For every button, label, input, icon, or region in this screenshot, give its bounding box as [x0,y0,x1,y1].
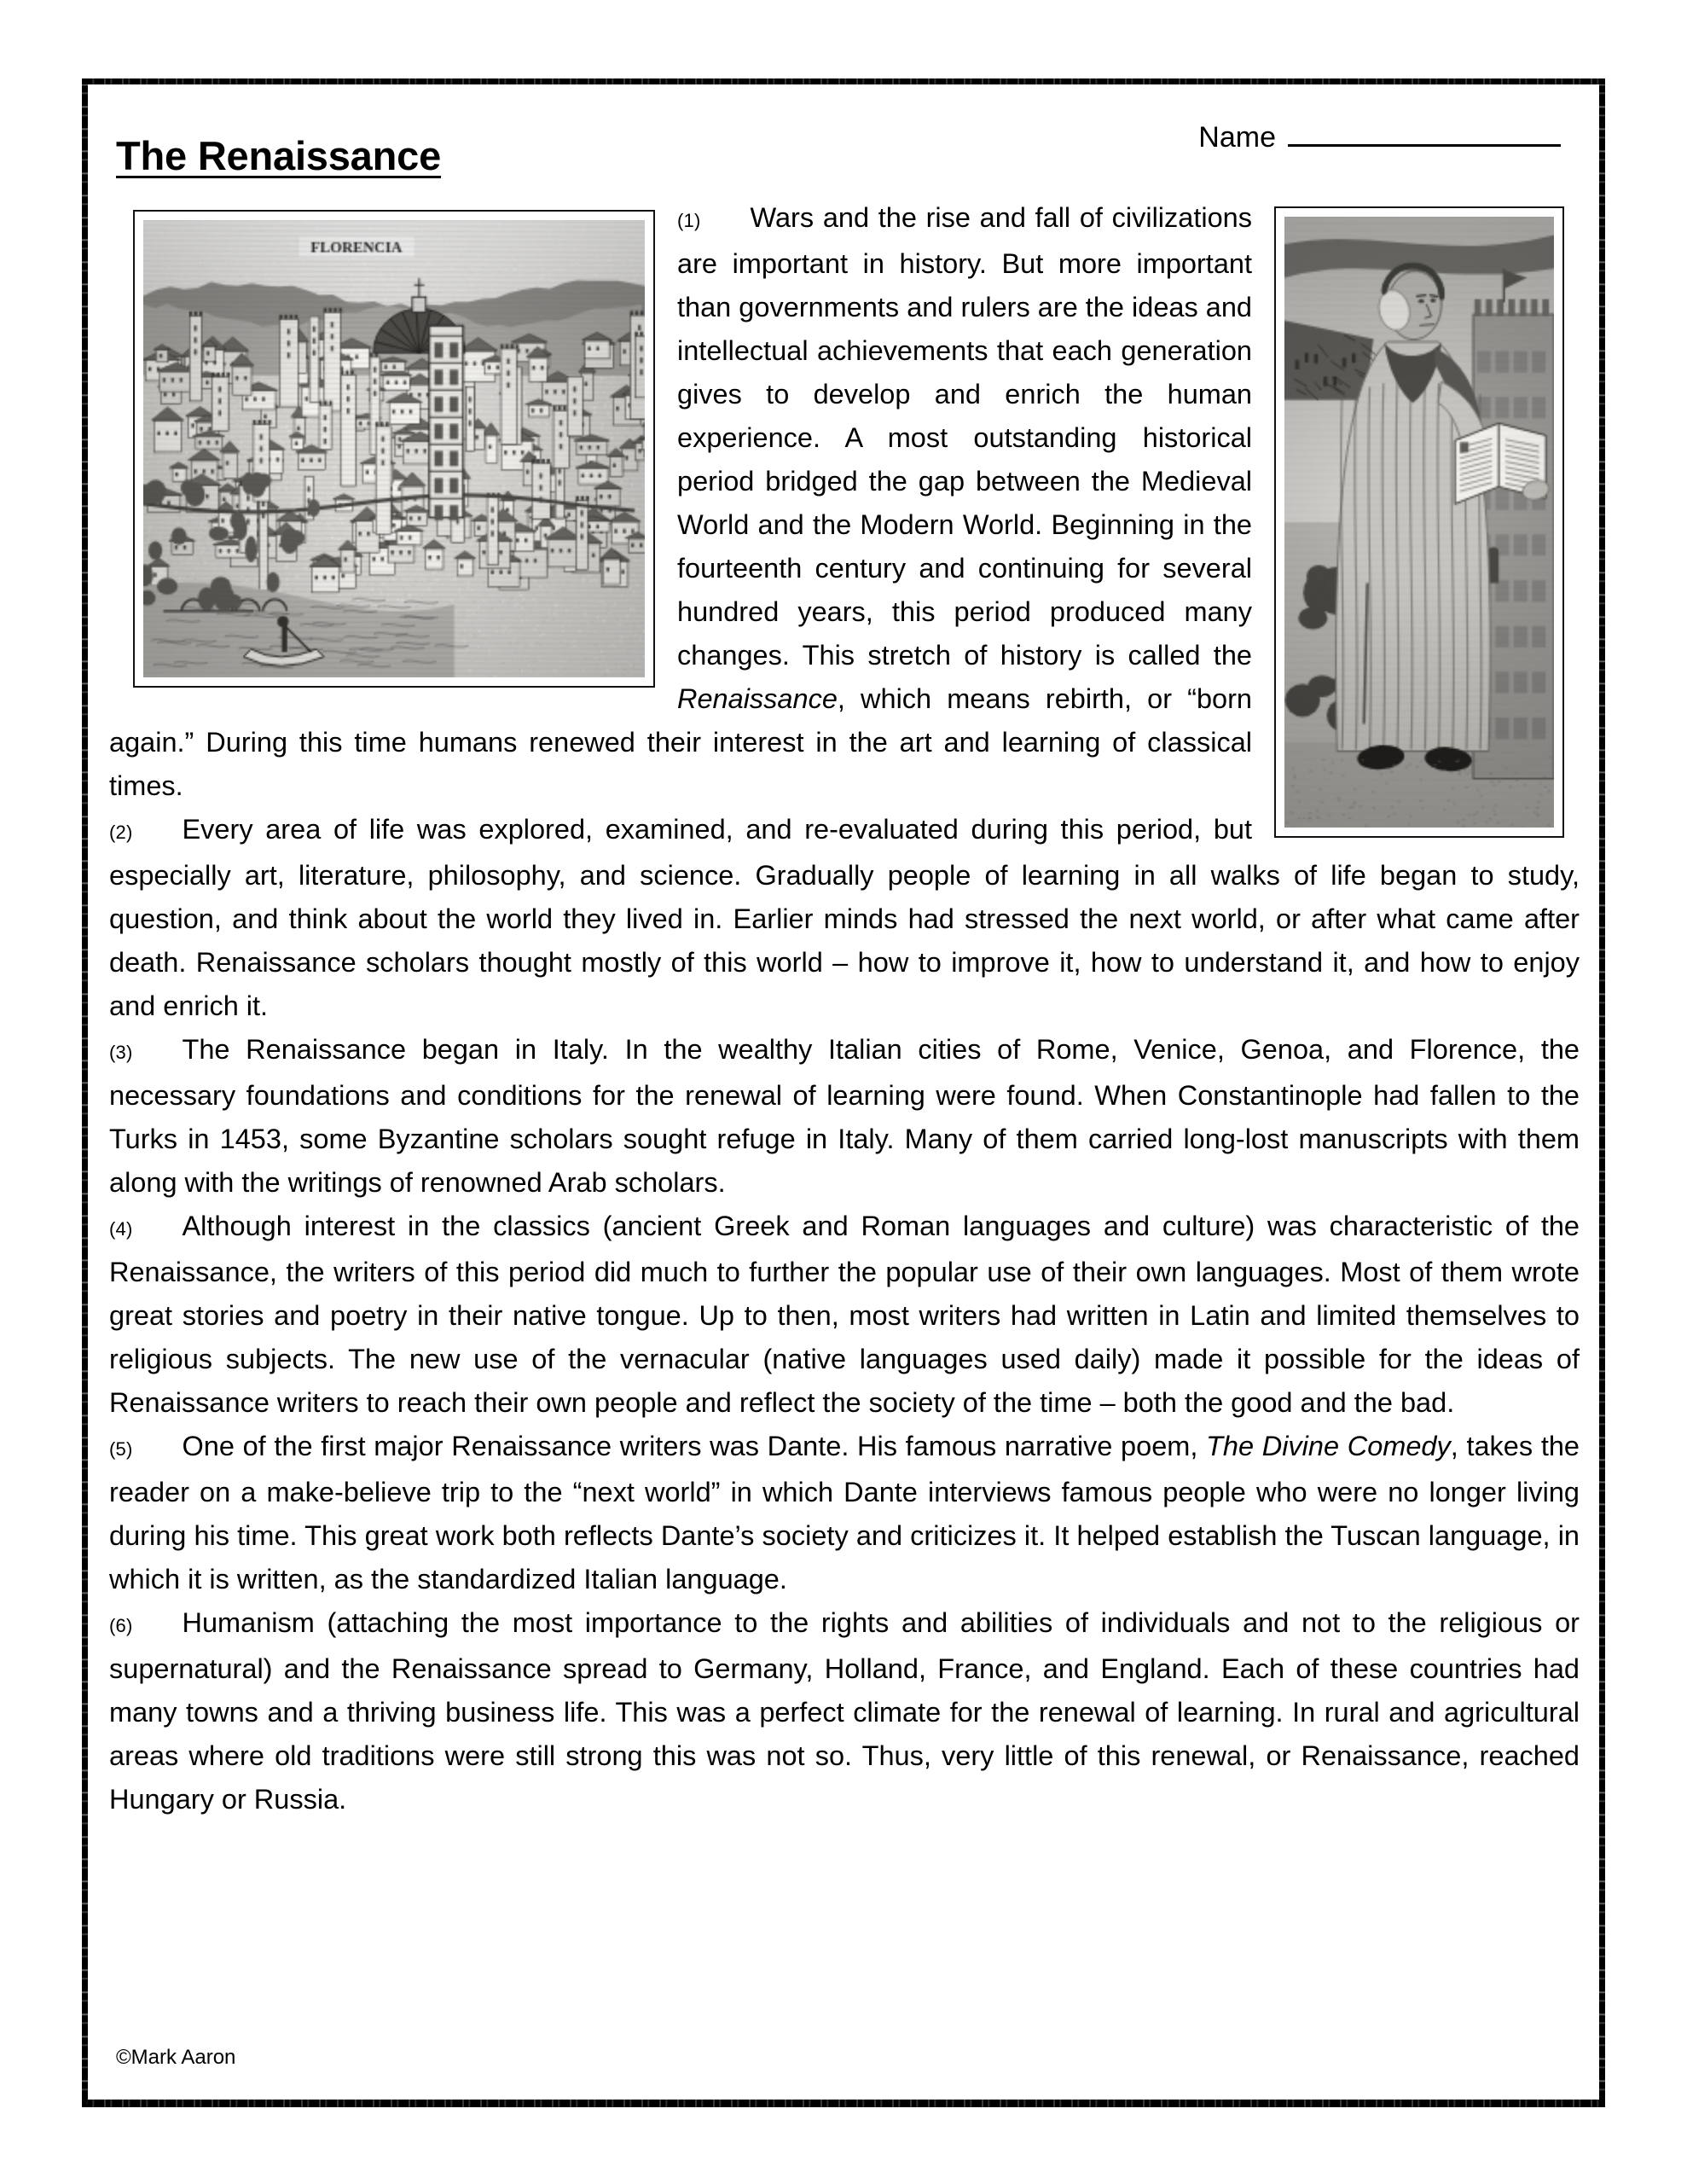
dante-portrait-figure [1274,206,1564,838]
dante-portrait-image [1284,217,1554,828]
article-paragraph [109,1601,1580,1821]
worksheet-content [109,102,1580,2082]
name-input-line[interactable] [1288,122,1561,147]
florence-woodcut-figure [133,210,655,688]
name-label: Name [1198,121,1276,154]
paragraph-text: The Renaissance began in Italy. In the wealthy Italian cities of Rome, Venice, Genoa, and Florence, the necessary foundations and conditions for the renewal of learning were found. When Constantinople had fallen to the Turks in 1453, some Byzantine scholars sought refuge in Italy. Many of them carried long-lost manuscripts with them along with the writings of renowned Arab scholars. [109,1034,1580,1198]
paragraph-text: Humanism (attaching the most importance to the rights and abilities of individuals and not to the religious or supernatural) and the Renaissance spread to Germany, Holland, France, and England. Each of these countries had many towns and a thriving business life. This was a perfect climate for the renewal of learning. In rural and agricultural areas where old traditions were still strong this was not so. Thus, very little of this renewal, or Renaissance, reached Hungary or Russia. [109,1607,1580,1815]
paragraph-text: Although interest in the classics (ancient Greek and Roman languages and culture) was characteristic of the Renaissance, the writers of this period did much to further the popular use of their own languages. Most of them wrote great stories and poetry in their native tongue. Up to then, most writers had written in Latin and limited themselves to religious subjects. The new use of the vernacular (native languages used daily) made it possible for the ideas of Renaissance writers to reach their own people and reflect the society of the time – both the good and the bad. [109,1211,1580,1418]
paragraph-text: Every area of life was explored, examined, and re-evaluated during this period, but especially art, literature, philosophy, and science. Gradually people of learning in all walks of life began to study, question, and think about the world they lived in. Earlier minds had stressed the next world, or after what came after death. Renaissance scholars thought mostly of this world – how to improve it, how to understand it, and how to enjoy and enrich it. [109,814,1580,1021]
paragraph-number: (4) [109,1218,133,1240]
border-edge-bottom [82,2100,1605,2107]
article-paragraph [109,1205,1580,1425]
copyright-notice: ©Mark Aaron [116,2046,236,2069]
article-paragraph [109,808,1580,1028]
paragraph-text: One of the first major Renaissance writers was Dante. His famous narrative poem, [182,1431,1207,1461]
border-edge-left [82,78,88,2107]
article-paragraph [109,1028,1580,1205]
border-edge-right [1599,78,1605,2107]
italic-title-text: Renaissance [677,683,838,714]
paragraph-text: , which means rebirth, or “born again.” During this time humans renewed their interest in the art and learning of classical times. [109,683,1252,801]
paragraph-number: (2) [109,822,133,843]
paragraph-number: (1) [677,210,701,231]
worksheet-header [109,102,1580,196]
article-paragraph [109,1425,1580,1601]
paragraph-number: (3) [109,1042,133,1063]
italic-title-text: The Divine Comedy [1206,1431,1451,1461]
paragraph-text: Wars and the rise and fall of civilizations are important in history. But more important than governments and rulers are the ideas and intellectual achievements that each generation gives to develop and enrich the human experience. A most outstanding historical period bridged the gap between the Medieval World and the Modern World. Beginning in the fourteenth century and continuing for several hundred years, this period produced many changes. This stretch of history is called the [677,202,1252,671]
article-body [109,196,1580,1821]
paragraph-text: , takes the reader on a make-believe trip to the “next world” in which Dante interviews famous people who were no longer living during his time. This great work both reflects Dante’s society and criticizes it. It helped establish the Tuscan language, in which it is written, as the standardized Italian language. [109,1431,1580,1594]
florence-woodcut-image [143,220,645,677]
name-field-group [1198,121,1561,154]
border-edge-top [82,78,1605,84]
paragraph-number: (6) [109,1615,133,1636]
paragraph-number: (5) [109,1438,133,1460]
page-title: The Renaissance [116,133,442,179]
